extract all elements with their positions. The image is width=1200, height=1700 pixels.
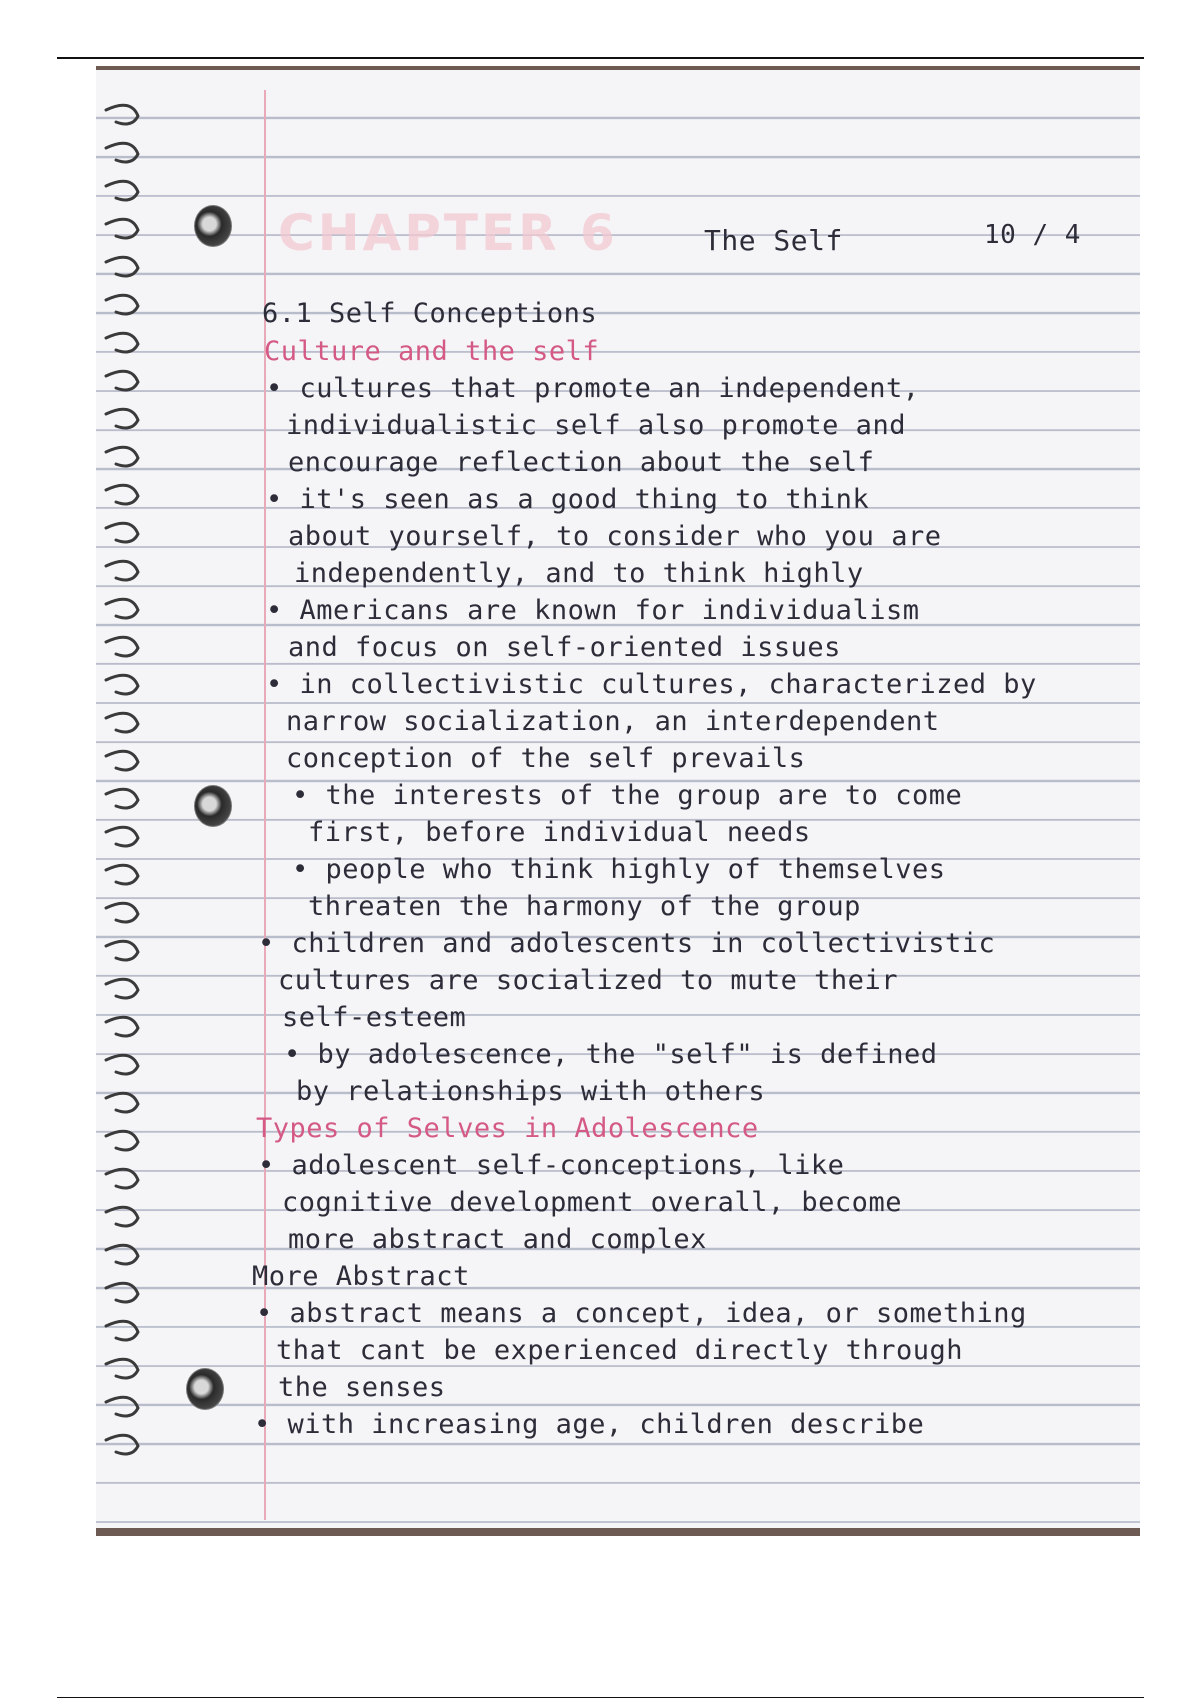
punch-hole-icon	[194, 785, 232, 827]
note-line: individualistic self also promote and	[286, 410, 906, 441]
notebook-page	[96, 70, 1140, 1528]
note-line: • children and adolescents in collectivistic	[258, 928, 996, 959]
page-title: The Self	[704, 224, 843, 257]
note-line: • with increasing age, children describe	[254, 1409, 925, 1440]
note-line-heading: Types of Selves in Adolescence	[256, 1113, 759, 1144]
top-rule	[57, 57, 1144, 59]
note-line: the senses	[278, 1372, 446, 1403]
note-line: • the interests of the group are to come	[292, 780, 963, 811]
bottom-rule	[57, 1697, 1144, 1698]
note-line: 6.1 Self Conceptions	[262, 298, 598, 329]
note-line: independently, and to think highly	[294, 558, 864, 589]
note-line: and focus on self-oriented issues	[288, 632, 841, 663]
note-line: • cultures that promote an independent,	[266, 373, 920, 404]
note-line: first, before individual needs	[308, 817, 811, 848]
note-line: • in collectivistic cultures, characterized by	[266, 669, 1037, 700]
note-line: • by adolescence, the "self" is defined	[284, 1039, 938, 1070]
note-line: more abstract and complex	[288, 1224, 707, 1255]
spiral-binding	[96, 90, 166, 1530]
note-line-subheading: More Abstract	[252, 1261, 470, 1292]
punch-hole-icon	[194, 205, 232, 247]
page-date: 10 / 4	[984, 220, 1081, 250]
note-line: • people who think highly of themselves	[292, 854, 946, 885]
note-line: • it's seen as a good thing to think	[266, 484, 870, 515]
chapter-heading: CHAPTER 6	[278, 204, 618, 262]
note-line: • Americans are known for individualism	[266, 595, 920, 626]
note-line: threaten the harmony of the group	[308, 891, 861, 922]
note-line: cultures are socialized to mute their	[278, 965, 898, 996]
note-line: that cant be experienced directly through	[276, 1335, 963, 1366]
note-line: • adolescent self-conceptions, like	[258, 1150, 845, 1181]
note-line: encourage reflection about the self	[288, 447, 875, 478]
note-line-heading: Culture and the self	[264, 336, 600, 367]
note-line: self-esteem	[282, 1002, 467, 1033]
note-line: about yourself, to consider who you are	[288, 521, 942, 552]
note-line: narrow socialization, an interdependent	[286, 706, 940, 737]
spiral-coils-icon	[96, 90, 166, 1530]
note-line: conception of the self prevails	[286, 743, 806, 774]
note-line: by relationships with others	[296, 1076, 766, 1107]
note-line: cognitive development overall, become	[282, 1187, 902, 1218]
notebook-photo	[96, 66, 1140, 1536]
punch-hole-icon	[186, 1368, 224, 1410]
note-line: • abstract means a concept, idea, or something	[256, 1298, 1027, 1329]
